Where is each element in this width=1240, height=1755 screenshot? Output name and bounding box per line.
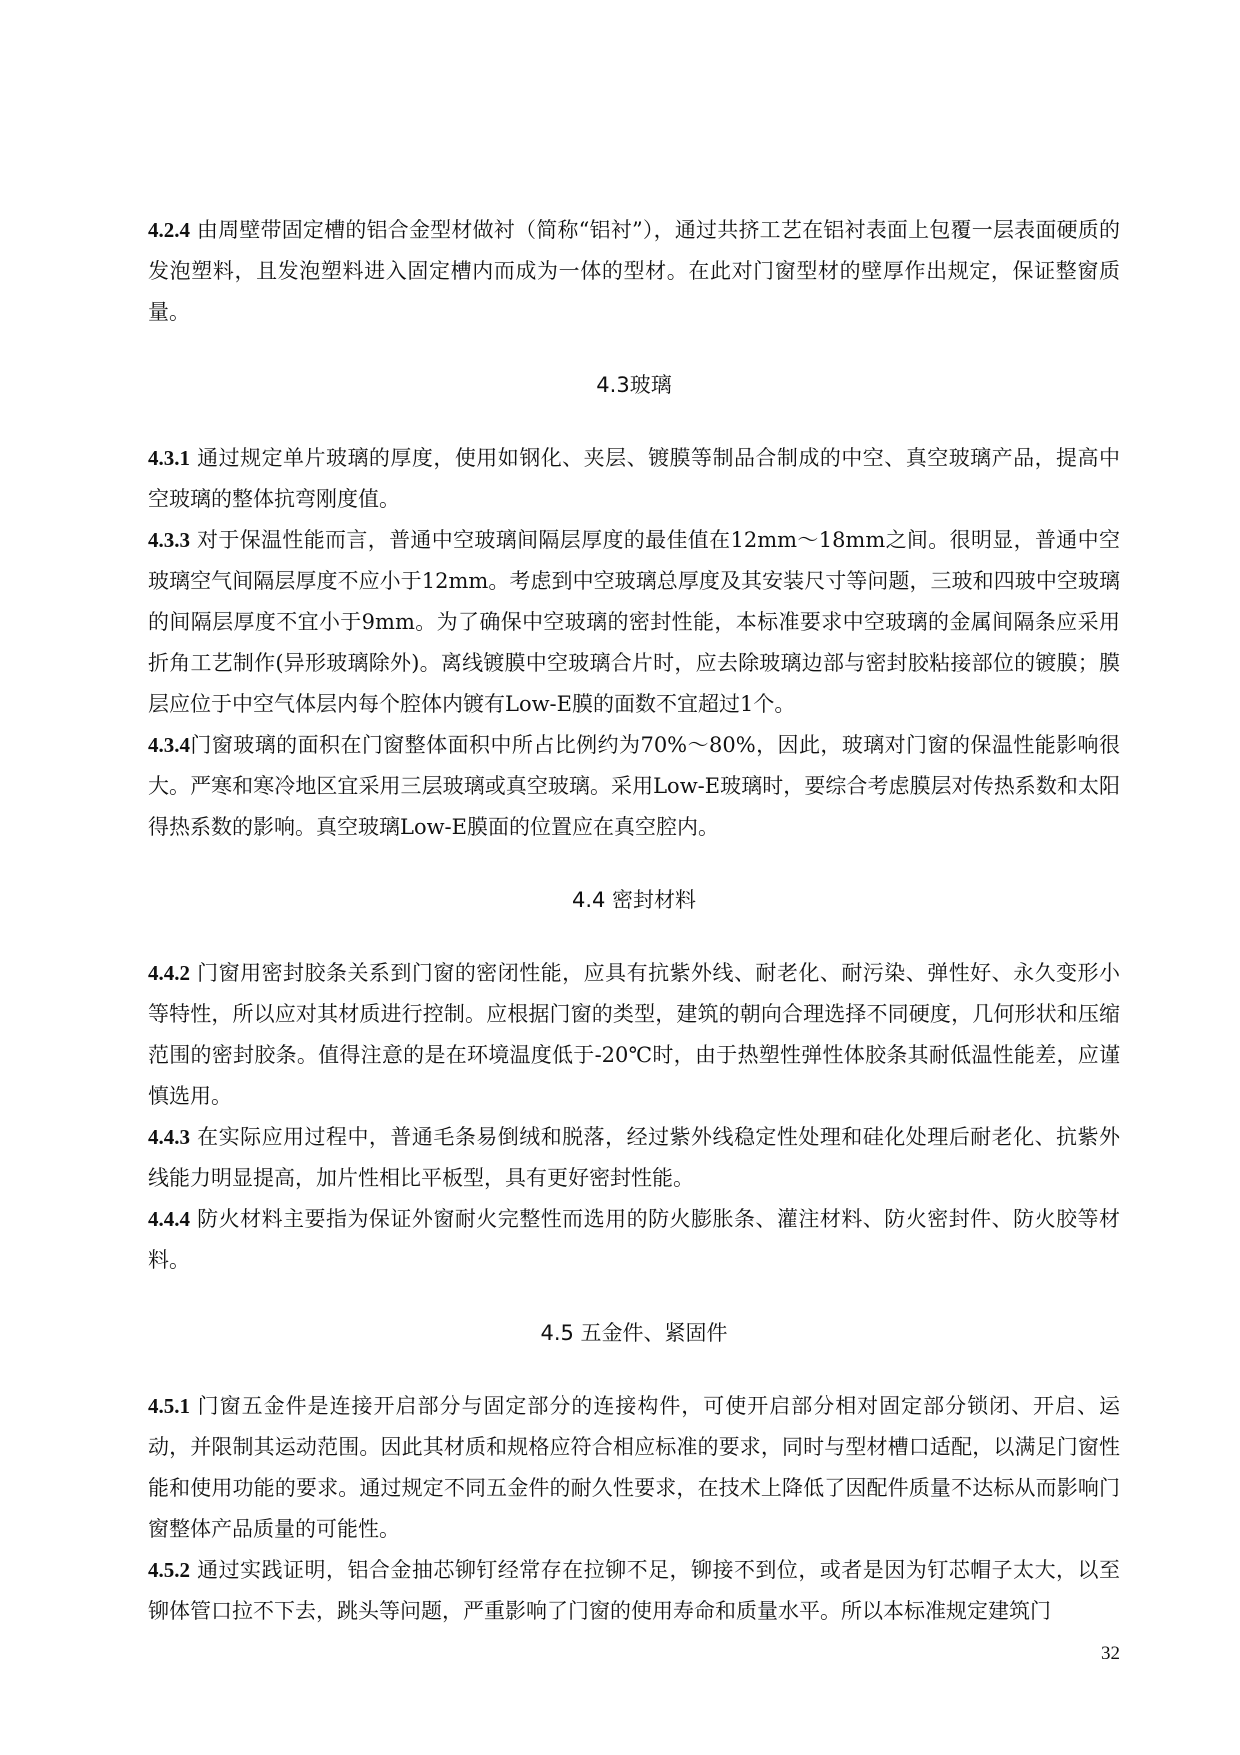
paragraph-4-2-4 — [148, 210, 1120, 333]
paragraph-text: 对于保温性能而言，普通中空玻璃间隔层厚度的最佳值在12mm～18mm之间。很明显，普通中空玻璃空气间隔层厚度不应小于12mm。考虑到中空玻璃总厚度及其安装尺寸等问题，三玻和四玻中空玻璃的间隔层厚度不宜小于9mm。为了确保中空玻璃的密封性能，本标准要求中空玻璃的金属间隔条应采用折角工艺制作(异形玻璃除外)。离线镀膜中空玻璃合片时，应去除玻璃边部与密封胶粘接部位的镀膜；膜层应位于中空气体层内每个腔体内镀有Low-E膜的面数不宜超过1个。 — [148, 528, 1120, 716]
clause-number: 4.4.4 — [148, 1207, 190, 1231]
paragraph-4-3-1 — [148, 438, 1120, 520]
paragraph-4-3-4 — [148, 725, 1120, 848]
clause-number: 4.2.4 — [148, 218, 190, 242]
paragraph-text: 在实际应用过程中，普通毛条易倒绒和脱落，经过紫外线稳定性处理和硅化处理后耐老化、抗紫外线能力明显提高，加片性相比平板型，具有更好密封性能。 — [148, 1125, 1120, 1190]
clause-number: 4.4.3 — [148, 1125, 190, 1149]
paragraph-text: 防火材料主要指为保证外窗耐火完整性而选用的防火膨胀条、灌注材料、防火密封件、防火胶等材料。 — [148, 1207, 1120, 1272]
page-content — [148, 210, 1120, 1632]
page-number: 32 — [1101, 1643, 1120, 1664]
paragraph-text: 门窗用密封胶条关系到门窗的密闭性能，应具有抗紫外线、耐老化、耐污染、弹性好、永久变形小等特性，所以应对其材质进行控制。应根据门窗的类型，建筑的朝向合理选择不同硬度，几何形状和压缩范围的密封胶条。值得注意的是在环境温度低于-20℃时，由于热塑性弹性体胶条其耐低温性能差，应谨慎选用。 — [148, 961, 1120, 1108]
paragraph-4-5-2 — [148, 1550, 1120, 1632]
paragraph-text: 通过规定单片玻璃的厚度，使用如钢化、夹层、镀膜等制品合制成的中空、真空玻璃产品，提高中空玻璃的整体抗弯刚度值。 — [148, 446, 1120, 511]
paragraph-4-4-2 — [148, 953, 1120, 1117]
clause-number: 4.3.1 — [148, 446, 190, 470]
clause-number: 4.4.2 — [148, 961, 190, 985]
clause-number: 4.5.1 — [148, 1394, 190, 1418]
clause-number: 4.3.4 — [148, 733, 190, 757]
paragraph-4-3-3 — [148, 520, 1120, 725]
paragraph-4-5-1 — [148, 1386, 1120, 1550]
clause-number: 4.3.3 — [148, 528, 190, 552]
paragraph-text: 通过实践证明，铝合金抽芯铆钉经常存在拉铆不足，铆接不到位，或者是因为钉芯帽子太大，以至铆体管口拉不下去，跳头等问题，严重影响了门窗的使用寿命和质量水平。所以本标准规定建筑门 — [148, 1558, 1120, 1623]
paragraph-text: 门窗玻璃的面积在门窗整体面积中所占比例约为70%～80%，因此，玻璃对门窗的保温性能影响很大。严寒和寒冷地区宜采用三层玻璃或真空玻璃。采用Low-E玻璃时，要综合考虑膜层对传热系数和太阳得热系数的影响。真空玻璃Low-E膜面的位置应在真空腔内。 — [148, 733, 1120, 839]
section-heading-4-3: 4.3玻璃 — [596, 373, 672, 397]
section-heading-4-5: 4.5 五金件、紧固件 — [540, 1321, 728, 1345]
paragraph-text: 由周壁带固定槽的铝合金型材做衬（简称“铝衬”），通过共挤工艺在铝衬表面上包覆一层表面硬质的发泡塑料，且发泡塑料进入固定槽内而成为一体的型材。在此对门窗型材的壁厚作出规定，保证整窗质量。 — [148, 218, 1120, 324]
clause-number: 4.5.2 — [148, 1558, 190, 1582]
paragraph-4-4-3 — [148, 1117, 1120, 1199]
section-heading-4-4: 4.4 密封材料 — [571, 888, 697, 912]
paragraph-text: 门窗五金件是连接开启部分与固定部分的连接构件，可使开启部分相对固定部分锁闭、开启、运动，并限制其运动范围。因此其材质和规格应符合相应标准的要求，同时与型材槽口适配，以满足门窗性能和使用功能的要求。通过规定不同五金件的耐久性要求，在技术上降低了因配件质量不达标从而影响门窗整体产品质量的可能性。 — [148, 1394, 1120, 1541]
paragraph-4-4-4 — [148, 1199, 1120, 1281]
